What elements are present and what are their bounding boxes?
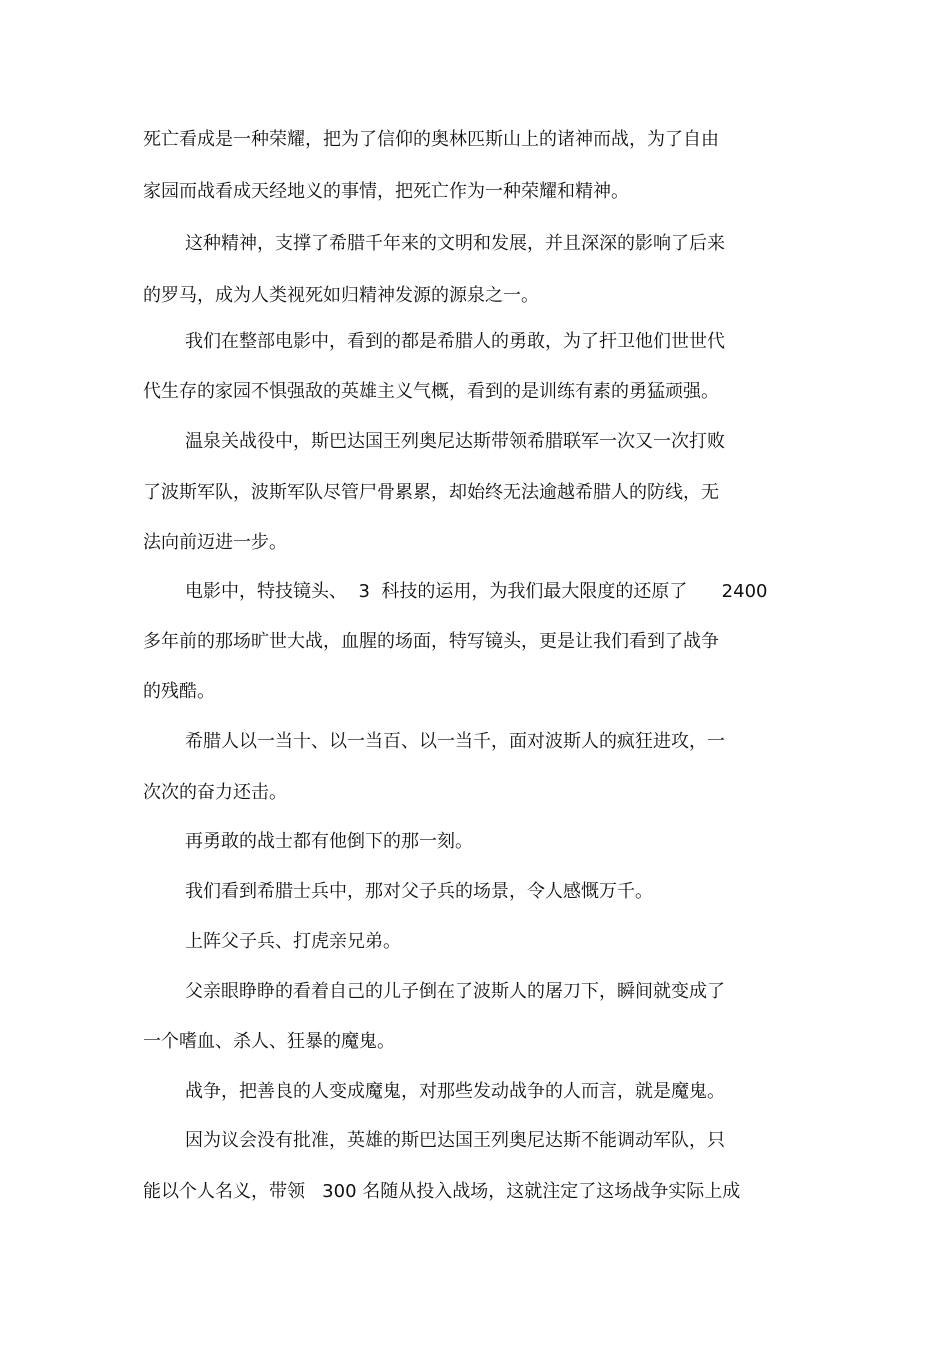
text-line: 我们看到希腊士兵中，那对父子兵的场景，令人感慨万千。 bbox=[185, 881, 653, 902]
text-line: 因为议会没有批准，英雄的斯巴达国王列奥尼达斯不能调动军队，只 bbox=[185, 1130, 725, 1151]
text-line: 希腊人以一当十、以一当百、以一当千，面对波斯人的疯狂进攻，一 bbox=[185, 731, 725, 752]
text-line: 再勇敢的战士都有他倒下的那一刻。 bbox=[185, 831, 473, 852]
text-line: 法向前迈进一步。 bbox=[143, 532, 287, 553]
text-line: 死亡看成是一种荣耀，把为了信仰的奥林匹斯山上的诸神而战，为了自由 bbox=[143, 129, 719, 150]
text-line: 的罗马，成为人类视死如归精神发源的源泉之一。 bbox=[143, 285, 539, 306]
text-line: 了波斯军队，波斯军队尽管尸骨累累，却始终无法逾越希腊人的防线，无 bbox=[143, 482, 719, 503]
text-line: 父亲眼睁睁的看着自己的儿子倒在了波斯人的屠刀下，瞬间就变成了 bbox=[185, 981, 725, 1002]
text-line: 战争，把善良的人变成魔鬼，对那些发动战争的人而言，就是魔鬼。 bbox=[185, 1081, 725, 1102]
text-line: 电影中，特技镜头、 3 科技的运用，为我们最大限度的还原了 2400 bbox=[185, 581, 768, 602]
text-line: 次次的奋力还击。 bbox=[143, 782, 287, 803]
text-line: 能以个人名义，带领 300 名随从投入战场，这就注定了这场战争实际上成 bbox=[143, 1181, 741, 1202]
text-line: 上阵父子兵、打虎亲兄弟。 bbox=[185, 931, 401, 952]
text-line: 这种精神，支撑了希腊千年来的文明和发展，并且深深的影响了后来 bbox=[185, 233, 725, 254]
text-line: 代生存的家园不惧强敌的英雄主义气概，看到的是训练有素的勇猛顽强。 bbox=[143, 381, 719, 402]
text-line: 的残酷。 bbox=[143, 681, 215, 702]
text-line: 多年前的那场旷世大战，血腥的场面，特写镜头，更是让我们看到了战争 bbox=[143, 631, 719, 652]
text-line: 我们在整部电影中，看到的都是希腊人的勇敢，为了扞卫他们世世代 bbox=[185, 331, 725, 352]
text-line: 一个嗜血、杀人、狂暴的魔鬼。 bbox=[143, 1031, 395, 1052]
text-line: 家园而战看成天经地义的事情，把死亡作为一种荣耀和精神。 bbox=[143, 181, 629, 202]
text-line: 温泉关战役中，斯巴达国王列奥尼达斯带领希腊联军一次又一次打败 bbox=[185, 431, 725, 452]
